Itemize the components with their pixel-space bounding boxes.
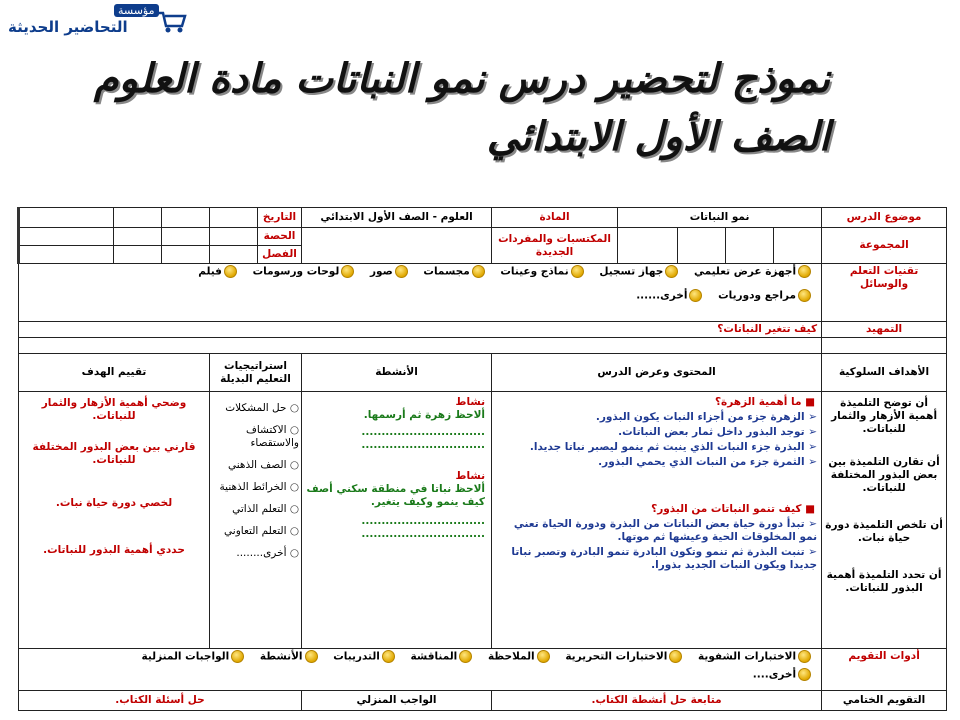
intro-label: التمهيد [822, 322, 947, 338]
homework-value: حل أسئلة الكتاب. [19, 691, 302, 711]
evaluation-item: وضحي أهمية الأزهار والثمار للنباتات. [41, 397, 187, 422]
logo [4, 2, 194, 42]
topic-value: نمو النباتات [618, 208, 822, 228]
lesson-plan-table [17, 207, 944, 716]
content-list-1 [494, 411, 819, 469]
activity-2-title: نشاط [455, 470, 486, 482]
radio-coin-icon [459, 650, 472, 663]
subject-label: المادة [492, 208, 618, 228]
content-cell [492, 392, 822, 649]
page-title: نموذج لتحضير درس نمو النباتات مادة العلوم الصف الأول الابتدائي [93, 55, 830, 160]
resources-label: تقنيات التعلم والوسائل [822, 264, 947, 322]
radio-coin-icon [224, 265, 237, 278]
period-label: الحصة [258, 228, 302, 246]
assessment-option[interactable]: الملاحظة [488, 650, 550, 664]
assessment-options [19, 649, 822, 691]
column-header: الأنشطة [302, 354, 492, 392]
column-header: المحتوى وعرض الدرس [492, 354, 822, 392]
resource-option[interactable]: مراجع ودوريات [718, 289, 811, 303]
content-list-2 [494, 518, 819, 572]
resource-option[interactable]: نماذج وعينات [500, 265, 583, 279]
radio-coin-icon [689, 289, 702, 302]
assessment-option[interactable]: الاختبارات التحريرية [565, 650, 682, 664]
final-value: متابعة حل أنشطة الكتاب. [492, 691, 822, 711]
resource-option[interactable]: صور [370, 265, 408, 279]
evaluation-item: قارني بين بعض البذور المختلفة للنباتات. [32, 441, 196, 466]
content-point: ➢ البذرة جزء النبات الذي ينبت ثم ينمو ليصبر نباتا جديدا. [494, 441, 817, 454]
activity-dots: ............................... [361, 528, 486, 540]
activities-cell [302, 392, 492, 649]
radio-coin-icon [669, 650, 682, 663]
class-label: الفصل [258, 246, 302, 264]
resource-option[interactable]: أجهزة عرض تعليمي [694, 265, 811, 279]
radio-coin-icon [571, 265, 584, 278]
content-question-1: ■ ما أهمية الزهرة؟ [714, 396, 816, 408]
cart-icon [156, 10, 188, 34]
resource-option[interactable]: مجسمات [423, 265, 484, 279]
vocab-label: المكتسبات والمفردات الجديدة [492, 228, 618, 264]
radio-coin-icon [341, 265, 354, 278]
resource-option[interactable]: لوحات ورسومات [253, 265, 355, 279]
objectives-cell [822, 392, 947, 649]
radio-coin-icon [798, 650, 811, 663]
radio-coin-icon [798, 265, 811, 278]
evaluation-item: حددي أهمية البذور للنباتات. [43, 544, 185, 556]
topic-label: موضوع الدرس [822, 208, 947, 228]
assessment-option[interactable]: الأنشطة [260, 650, 318, 664]
assessment-option[interactable]: المناقشة [411, 650, 473, 664]
content-point: ➢ توجد البذور داخل ثمار بعض النباتات. [494, 426, 817, 439]
radio-coin-icon [665, 265, 678, 278]
radio-coin-icon [798, 289, 811, 302]
strategy-item[interactable]: ○ الاكتشاف والاستقصاء [212, 424, 299, 450]
content-point: ➢ تنبت البذرة ثم تنمو وتكون البادرة تنمو البادرة وتصبر نباتا جديدا ويكون النبات الجديد بذورا. [494, 546, 817, 572]
resource-option[interactable]: جهاز تسجيل [599, 265, 678, 279]
strategy-item[interactable]: ○ التعلم التعاوني [212, 525, 299, 538]
evaluation-cell [19, 392, 210, 649]
final-label: التقويم الختامي [822, 691, 947, 711]
column-header: تقييم الهدف [19, 354, 210, 392]
activity-2-text: ألاحظ نباتا في منطقة سكني أصف كيف ينمو وكيف يتغير. [306, 483, 486, 508]
group-label: المجموعة [822, 228, 947, 264]
assessment-label: أدوات التقويم [822, 649, 947, 691]
resource-option[interactable]: فيلم [198, 265, 237, 279]
strategy-item[interactable]: ○ أخرى........ [212, 547, 299, 560]
content-point: ➢ الثمرة جزء من النبات الذي يحمي البذور. [494, 456, 817, 469]
logo-small-text: مؤسسة [114, 4, 159, 17]
strategy-item[interactable]: ○ التعلم الذاتي [212, 503, 299, 516]
column-header: استراتيجيات التعليم البديلة [210, 354, 302, 392]
intro-value: كيف تتغير النباتات؟ [19, 322, 822, 338]
activity-1-text: ألاحظ زهرة ثم أرسمها. [363, 409, 486, 421]
strategies-list [212, 402, 299, 560]
homework-label: الواجب المنزلي [302, 691, 492, 711]
objective-item: أن تقارن التلميذة بين بعض البذور المختلفة للنباتات. [828, 456, 940, 494]
content-point: ➢ الزهرة جزء من أجزاء النبات يكون البذور. [494, 411, 817, 424]
radio-coin-icon [231, 650, 244, 663]
strategies-cell [210, 392, 302, 649]
radio-coin-icon [305, 650, 318, 663]
radio-coin-icon [472, 265, 485, 278]
objective-item: أن تلخص التلميذة دورة حياة نبات. [825, 519, 943, 544]
activity-1-title: نشاط [455, 396, 486, 408]
activity-dots: ............................... [361, 439, 486, 451]
objective-item: أن توضح التلميذة أهمية الأزهار والثمار للنباتات. [831, 397, 938, 435]
subject-value: العلوم - الصف الأول الابتدائي [302, 208, 492, 228]
activity-dots: ............................... [361, 515, 486, 527]
logo-main-text: التحاضير الحديثة [8, 18, 128, 36]
assessment-option[interactable]: الواجبات المنزلية [142, 650, 245, 664]
strategy-item[interactable]: ○ حل المشكلات [212, 402, 299, 415]
assessment-option[interactable]: التدريبات [333, 650, 395, 664]
date-label: التاريخ [258, 208, 302, 228]
resource-option[interactable]: أخرى...... [636, 289, 702, 303]
evaluation-item: لخصي دورة حياة نبات. [55, 497, 173, 509]
assessment-option[interactable]: أخرى.... [753, 668, 811, 682]
objective-item: أن تحدد التلميذة أهمية البذور للنباتات. [826, 569, 942, 594]
column-header: الأهداف السلوكية [822, 354, 947, 392]
strategy-item[interactable]: ○ الصف الذهني [212, 459, 299, 472]
content-point: ➢ تبدأ دورة حياة بعض النباتات من البذرة ودورة الحياة تعني نمو المخلوقات الحية وعيشها ثم موتها. [494, 518, 817, 544]
radio-coin-icon [395, 265, 408, 278]
radio-coin-icon [382, 650, 395, 663]
radio-coin-icon [537, 650, 550, 663]
strategy-item[interactable]: ○ الخرائط الذهنية [212, 481, 299, 494]
assessment-option[interactable]: الاختبارات الشفوية [698, 650, 811, 664]
radio-coin-icon [798, 668, 811, 681]
content-question-2: ■ كيف تنمو النباتات من البذور؟ [651, 503, 816, 515]
resources-options [19, 264, 822, 322]
activity-dots: ............................... [361, 426, 486, 438]
